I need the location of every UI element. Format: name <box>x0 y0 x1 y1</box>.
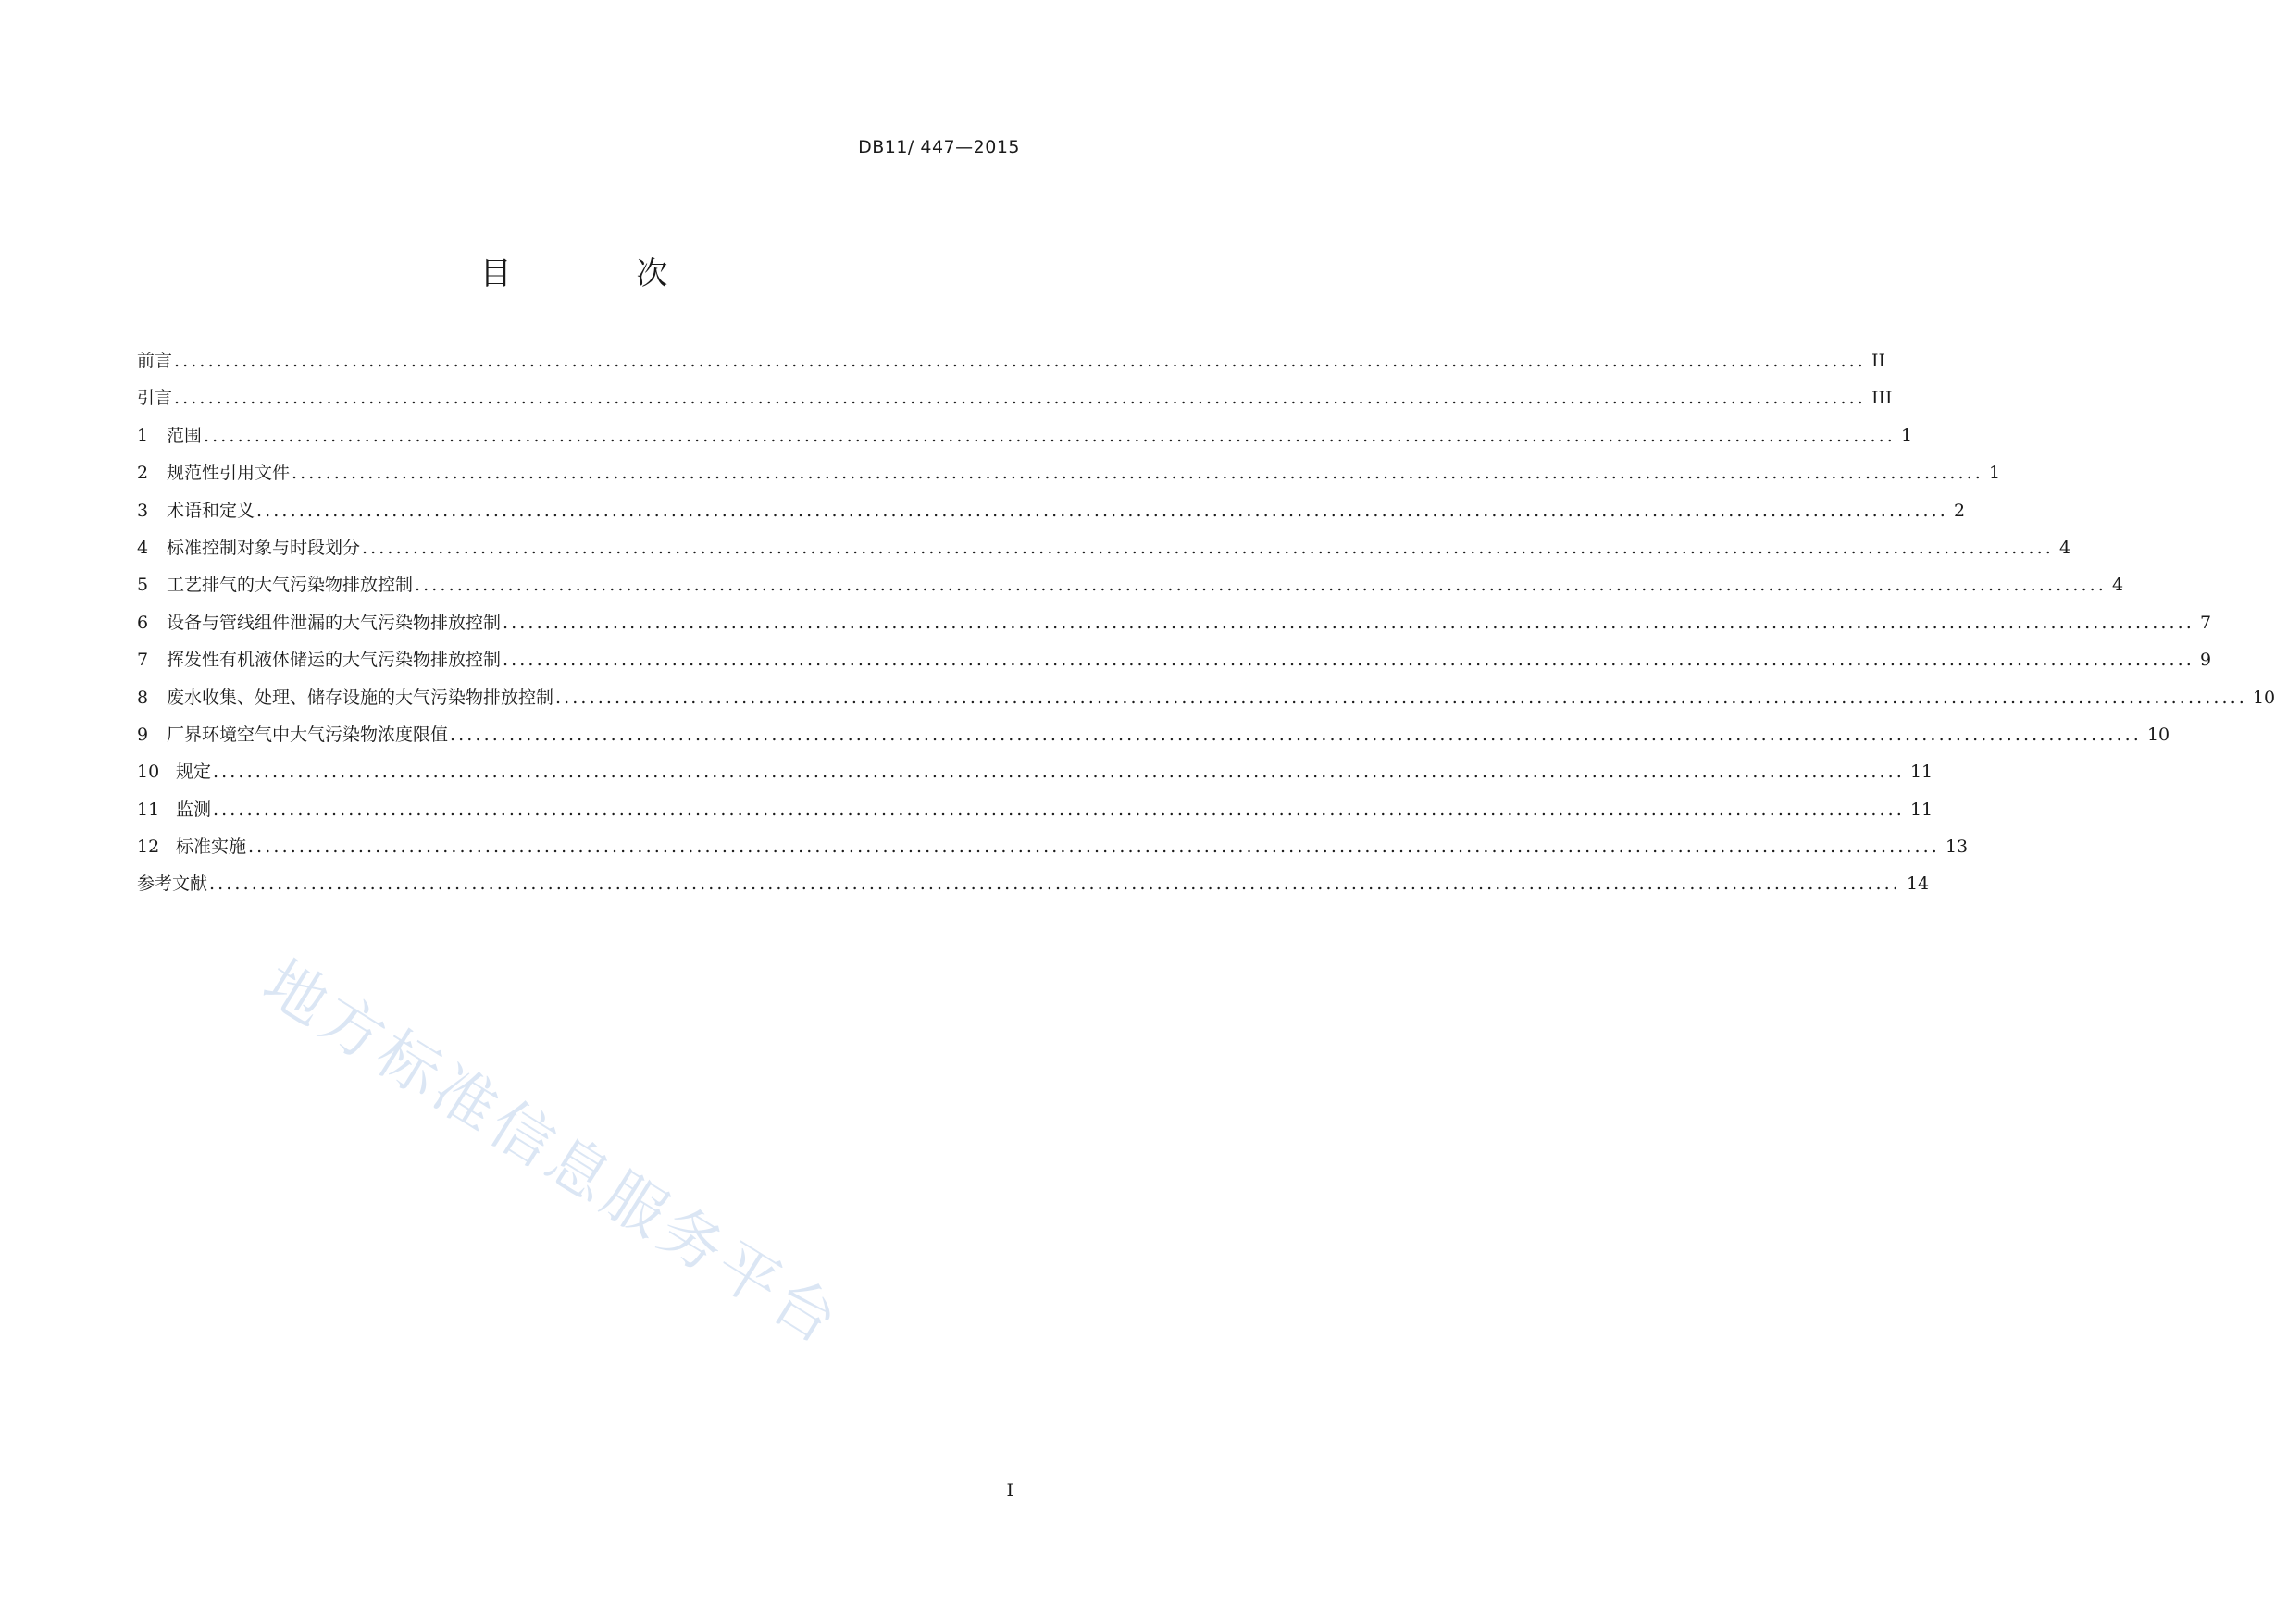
toc-entry-page: 1 <box>1988 463 2001 484</box>
toc-entry-label: 厂界环境空气中大气污染物浓度限值 <box>167 724 449 745</box>
toc-entry-number: 12 <box>137 837 160 858</box>
toc-entry-number: 2 <box>137 463 149 484</box>
toc-entry-label: 标准控制对象与时段划分 <box>167 537 361 558</box>
toc-entry-number: 4 <box>137 537 149 558</box>
toc-entry-number: 3 <box>137 500 149 521</box>
page-number: I <box>1006 1481 1013 1501</box>
toc-dot-leader: ........................................................................................................................................................................................................ <box>248 837 1940 858</box>
toc-entry-number: 9 <box>137 724 149 745</box>
toc-entry-label: 引言 <box>137 388 173 409</box>
toc-dot-leader: ........................................................................................................................................................................................................ <box>174 351 1866 371</box>
table-of-contents <box>137 342 2275 903</box>
toc-entry-label: 范围 <box>167 425 203 446</box>
toc-dot-leader: ........................................................................................................................................................................................................ <box>450 724 2142 745</box>
toc-entry-number: 1 <box>137 425 149 446</box>
document-code: DB11/ 447—2015 <box>858 137 1020 157</box>
toc-entry-page: 1 <box>1900 425 1913 446</box>
toc-entry-page: 9 <box>2199 650 2212 671</box>
toc-entry-number: 10 <box>137 762 160 783</box>
toc-entry-label: 参考文献 <box>137 874 208 895</box>
toc-entry[interactable] <box>137 828 1969 865</box>
toc-entry[interactable] <box>137 566 2124 603</box>
toc-dot-leader: ........................................................................................................................................................................................................ <box>292 463 1983 484</box>
toc-entry-number: 8 <box>137 687 149 708</box>
toc-entry-number: 11 <box>137 799 160 820</box>
toc-entry[interactable] <box>137 529 2071 566</box>
toc-entry[interactable] <box>137 342 1885 379</box>
toc-entry-page: 11 <box>1909 762 1933 783</box>
toc-dot-leader: ........................................................................................................................................................................................................ <box>503 612 2194 633</box>
toc-entry-page: 10 <box>2146 724 2170 745</box>
toc-entry[interactable] <box>137 641 2212 678</box>
toc-entry[interactable] <box>137 492 1966 529</box>
toc-entry-number: 7 <box>137 650 149 671</box>
toc-entry-page: 11 <box>1909 799 1933 820</box>
toc-entry-label: 规定 <box>176 762 212 783</box>
toc-entry[interactable] <box>137 753 1933 790</box>
toc-entry-label: 挥发性有机液体储运的大气污染物排放控制 <box>167 650 502 671</box>
toc-dot-leader: ........................................................................................................................................................................................................ <box>415 575 2107 596</box>
page-title: 目 次 <box>479 255 726 292</box>
toc-dot-leader: ........................................................................................................................................................................................................ <box>362 537 2054 558</box>
toc-entry-label: 设备与管线组件泄漏的大气污染物排放控制 <box>167 612 502 633</box>
toc-entry-label: 术语和定义 <box>167 500 255 521</box>
toc-dot-leader: ........................................................................................................................................................................................................ <box>213 762 1905 783</box>
toc-dot-leader: ........................................................................................................................................................................................................ <box>174 388 1866 409</box>
toc-entry-number: 5 <box>137 575 149 596</box>
toc-entry-page: 2 <box>1953 500 1966 521</box>
toc-entry-page: III <box>1871 388 1893 409</box>
toc-entry[interactable] <box>137 454 2001 491</box>
toc-dot-leader: ........................................................................................................................................................................................................ <box>256 500 1948 521</box>
toc-entry[interactable] <box>137 791 1933 828</box>
toc-entry[interactable] <box>137 679 2275 716</box>
toc-entry[interactable] <box>137 716 2170 753</box>
toc-entry-label: 工艺排气的大气污染物排放控制 <box>167 575 414 596</box>
toc-entry-number: 6 <box>137 612 149 633</box>
toc-entry-page: 14 <box>1906 874 1930 895</box>
toc-entry[interactable] <box>137 379 1893 416</box>
toc-entry-label: 监测 <box>176 799 212 820</box>
toc-entry-page: 4 <box>2111 575 2124 596</box>
toc-entry-page: 7 <box>2199 612 2212 633</box>
toc-entry[interactable] <box>137 865 1930 902</box>
toc-dot-leader: ........................................................................................................................................................................................................ <box>555 687 2247 708</box>
toc-dot-leader: ........................................................................................................................................................................................................ <box>213 799 1905 820</box>
watermark: 地方标准信息服务平台 <box>251 946 854 1360</box>
toc-entry-page: II <box>1871 351 1885 371</box>
toc-entry[interactable] <box>137 604 2212 641</box>
toc-entry-label: 规范性引用文件 <box>167 463 291 484</box>
toc-dot-leader: ........................................................................................................................................................................................................ <box>209 874 1901 895</box>
toc-entry-page: 4 <box>2058 537 2071 558</box>
toc-entry-label: 废水收集、处理、储存设施的大气污染物排放控制 <box>167 687 554 708</box>
toc-entry-label: 标准实施 <box>176 837 247 858</box>
toc-dot-leader: ........................................................................................................................................................................................................ <box>204 425 1896 446</box>
toc-entry[interactable] <box>137 417 1913 454</box>
toc-entry-page: 13 <box>1945 837 1969 858</box>
toc-entry-label: 前言 <box>137 351 173 371</box>
toc-entry-page: 10 <box>2252 687 2275 708</box>
toc-dot-leader: ........................................................................................................................................................................................................ <box>503 650 2194 671</box>
